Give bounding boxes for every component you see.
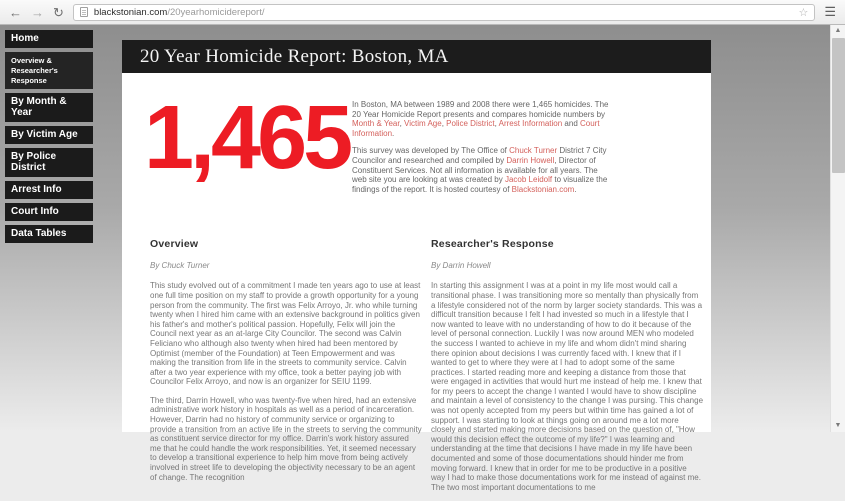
intro-text bbox=[352, 94, 610, 202]
sidebar-item-home[interactable]: Home bbox=[5, 30, 93, 48]
text-segment: District 7 City Councilor and researched and compiled by bbox=[352, 146, 607, 165]
scroll-up-icon[interactable]: ▲ bbox=[834, 27, 842, 34]
main-content bbox=[122, 40, 711, 492]
inline-link[interactable]: Arrest Information bbox=[498, 119, 563, 129]
sidebar-nav bbox=[5, 30, 93, 247]
sidebar-item-month-year[interactable]: By Month & Year bbox=[5, 93, 93, 122]
inline-link[interactable]: Court Information bbox=[352, 119, 600, 138]
sidebar-item-overview-response[interactable]: Overview & Researcher's Response bbox=[5, 52, 93, 89]
scroll-down-icon[interactable]: ▼ bbox=[834, 422, 842, 429]
reload-icon[interactable]: ↻ bbox=[53, 4, 64, 20]
overview-column bbox=[150, 238, 422, 501]
text-segment: In Boston, MA between 1989 and 2008 there were 1,465 homicides. The 20 Year Homicide Report presents and compares homicide numbers by bbox=[352, 100, 609, 119]
text-segment: , bbox=[441, 119, 447, 129]
scrollbar-thumb[interactable] bbox=[832, 38, 845, 173]
overview-paragraph-1: This study evolved out of a commitment I made ten years ago to use at least one full time position on my staff to provide a growth opportunity for a young person from the community. The first was Felix Arroyo, Jr. who while turning twenty when I hired him came with an extensive background in politics given his father's and mother's political passion. Hopefully, Felix will join the Council next year as an at-large City Councilor. The second was Calvin Feliciano who although also twenty when hired had been mentored by Optimist (member of the Foundation) at Teen Empowerment and was making the transition from life in the streets to community service. Calvin after a two year experience with my office, took a better paying job with Councilor Felix Arroyo, and now is an organizer for SEIU 1199. bbox=[150, 281, 421, 387]
browser-menu-icon[interactable]: ☰ bbox=[824, 4, 836, 19]
vertical-scrollbar[interactable] bbox=[830, 25, 845, 432]
columns bbox=[122, 202, 711, 501]
inline-link[interactable]: Chuck Turner bbox=[509, 146, 558, 156]
overview-byline: By Chuck Turner bbox=[150, 261, 210, 271]
forward-icon[interactable]: → bbox=[31, 4, 44, 20]
response-column bbox=[431, 238, 703, 501]
response-byline: By Darrin Howell bbox=[431, 261, 491, 271]
bookmark-star-icon[interactable]: ☆ bbox=[798, 6, 809, 19]
title-bar bbox=[122, 40, 711, 73]
inline-link[interactable]: Month & Year bbox=[352, 119, 400, 129]
sidebar-item-police-district[interactable]: By Police District bbox=[5, 148, 93, 177]
url-text bbox=[94, 7, 265, 18]
intro-paragraph-2 bbox=[352, 146, 610, 194]
page-icon bbox=[80, 7, 88, 17]
sidebar-item-court-info[interactable]: Court Info bbox=[5, 203, 93, 221]
text-segment: , bbox=[494, 119, 499, 129]
overview-paragraph-2: The third, Darrin Howell, who was twenty-five when hired, had an extensive administrative work history in hospitals as well as a period of incarceration. However, Darrin had no history of community service or organizing to provide a transition from an active life in the streets to serving the community as constituent service director for my office. Darrin's work history assured me that he could handle the work responsibilities. Yet, it seemed necessary to develop a transitional experience to help him move from being actively involved in street life to developing the objectivity necessary to be an agent of change. The recognition bbox=[150, 395, 422, 482]
inline-link[interactable]: Darrin Howell bbox=[506, 155, 555, 165]
homicide-total: 1,465 bbox=[144, 88, 350, 188]
sidebar-item-victim-age[interactable]: By Victim Age bbox=[5, 126, 93, 144]
text-segment: This survey was developed by The Office of bbox=[352, 146, 510, 156]
sidebar-item-data-tables[interactable]: Data Tables bbox=[5, 225, 93, 243]
text-segment: to visualize the findings of the report. It is hosted courtesy of bbox=[352, 175, 608, 194]
browser-toolbar bbox=[0, 0, 845, 25]
overview-heading: Overview bbox=[150, 238, 199, 251]
text-segment: , Director of Constituent Services. Not all information is available for all years. The web site you are looking at was created by bbox=[352, 155, 598, 185]
intro-paragraph-1 bbox=[352, 100, 610, 138]
response-heading: Researcher's Response bbox=[431, 238, 554, 251]
inline-link[interactable]: Victim Age bbox=[404, 119, 442, 129]
page-background bbox=[0, 25, 845, 492]
inline-link[interactable]: Jacob Leidolf bbox=[504, 175, 553, 185]
sidebar-item-arrest-info[interactable]: Arrest Info bbox=[5, 181, 93, 199]
inline-link[interactable]: Police District bbox=[446, 119, 495, 129]
page-title: 20 Year Homicide Report: Boston, MA bbox=[140, 45, 449, 67]
address-bar[interactable] bbox=[73, 4, 815, 21]
stats-row bbox=[122, 73, 711, 202]
text-segment: . bbox=[574, 184, 577, 194]
response-paragraph-1: In starting this assignment I was at a point in my life most would call a transitional phase. I was transitioning more so mentally than physically from a lifestyle considered not of the norm by larger society standards. This was a difficult transition because I felt I had invested so much in a lifestyle that I now wanted to leave with no understanding of how to do it because of the level of personal connection. Luckily I was now around MEN who modeled the success I wanted to achieve in my life and whom didn't mind sharing there opinion about decisions I was currently faced with. I knew that if I wanted to get to where they were at I had to adopt some of the same practices. I started reading more and keeping a distance from those that were engaged in activities that would hurt me instead of help me. I knew that for my peers to accept the change I wanted I would have to show discipline and maintain a level of consistency to the change I was pursing. This change was not openly accepted from my peers but within time has gained a lot of support. I was starting to look at things going on around me a lot more closely and started making more decisions based on the question of, "How would this decision effect the outcome of my life?" I was learning and understanding at the time that decisions I have made in my life have been documented and some of those documentations should hinder me from moving forward. I knew that in order for me to be productive in a positive way I had to make those documentations work for me instead of against me. The two most important documentations to me bbox=[431, 281, 704, 492]
url-path: /20yearhomicidereport/ bbox=[167, 6, 265, 18]
text-segment: , bbox=[399, 119, 405, 129]
inline-link[interactable]: Blackstonian.com bbox=[511, 184, 575, 194]
back-icon[interactable]: ← bbox=[9, 4, 22, 20]
text-segment: and bbox=[562, 119, 580, 129]
url-domain: blackstonian.com bbox=[93, 6, 168, 18]
text-segment: . bbox=[392, 128, 395, 138]
